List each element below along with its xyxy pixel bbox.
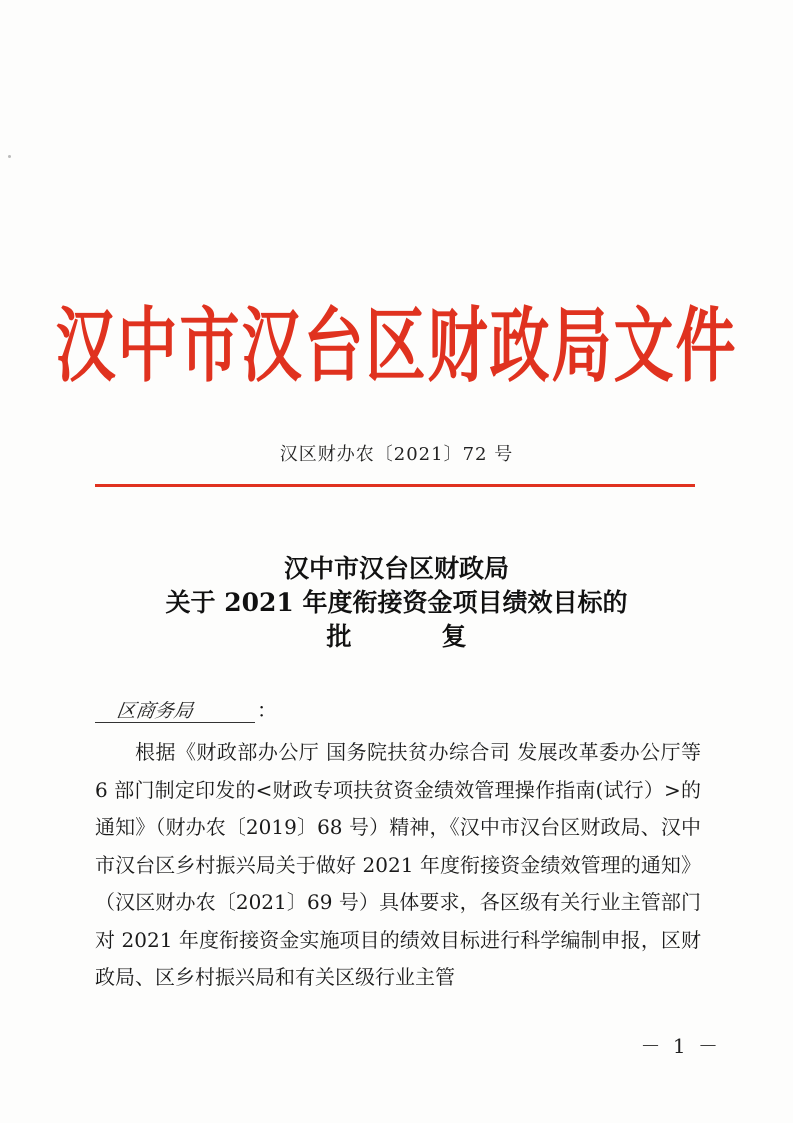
red-divider-line: [95, 484, 695, 487]
body-paragraph-1: 根据《财政部办公厅 国务院扶贫办综合司 发展改革委办公厅等 6 部门制定印发的<财政专项扶贫资金绩效管理操作指南(试行）>的通知》（财办农〔2019〕68 号）精神，《汉中市汉台区财政局、汉中市汉台区乡村振兴局关于做好 2021 年度衔接资金绩效管理的通知》（汉区财办农〔2021〕69 号）具体要求，各区级有关行业主管部门对 2021 年度衔接资金实施项目的绩效目标进行科学编制申报，区财政局、区乡村振兴局和有关区级行业主管: [95, 740, 701, 989]
recipient-colon: ：: [257, 698, 277, 722]
page-number: － 1 －: [640, 1034, 721, 1058]
handwritten-recipient: 区商务局: [115, 700, 195, 722]
issuer-header-title: 汉中市汉台区财政局文件: [55, 299, 738, 395]
reverse-side-bleed-through: [95, 95, 715, 135]
recipient-blank: [95, 698, 255, 723]
document-number: 汉区财办农〔2021〕72 号: [279, 444, 514, 465]
body-text: [95, 734, 701, 997]
recipient-line: [95, 694, 277, 726]
document-title: [0, 552, 793, 654]
title-line-2: 关于 2021 年度衔接资金项目绩效目标的: [165, 588, 628, 617]
title-line-3: 批复: [326, 622, 557, 651]
scan-speck: [8, 155, 11, 158]
title-line-1: 汉中市汉台区财政局: [283, 554, 509, 583]
